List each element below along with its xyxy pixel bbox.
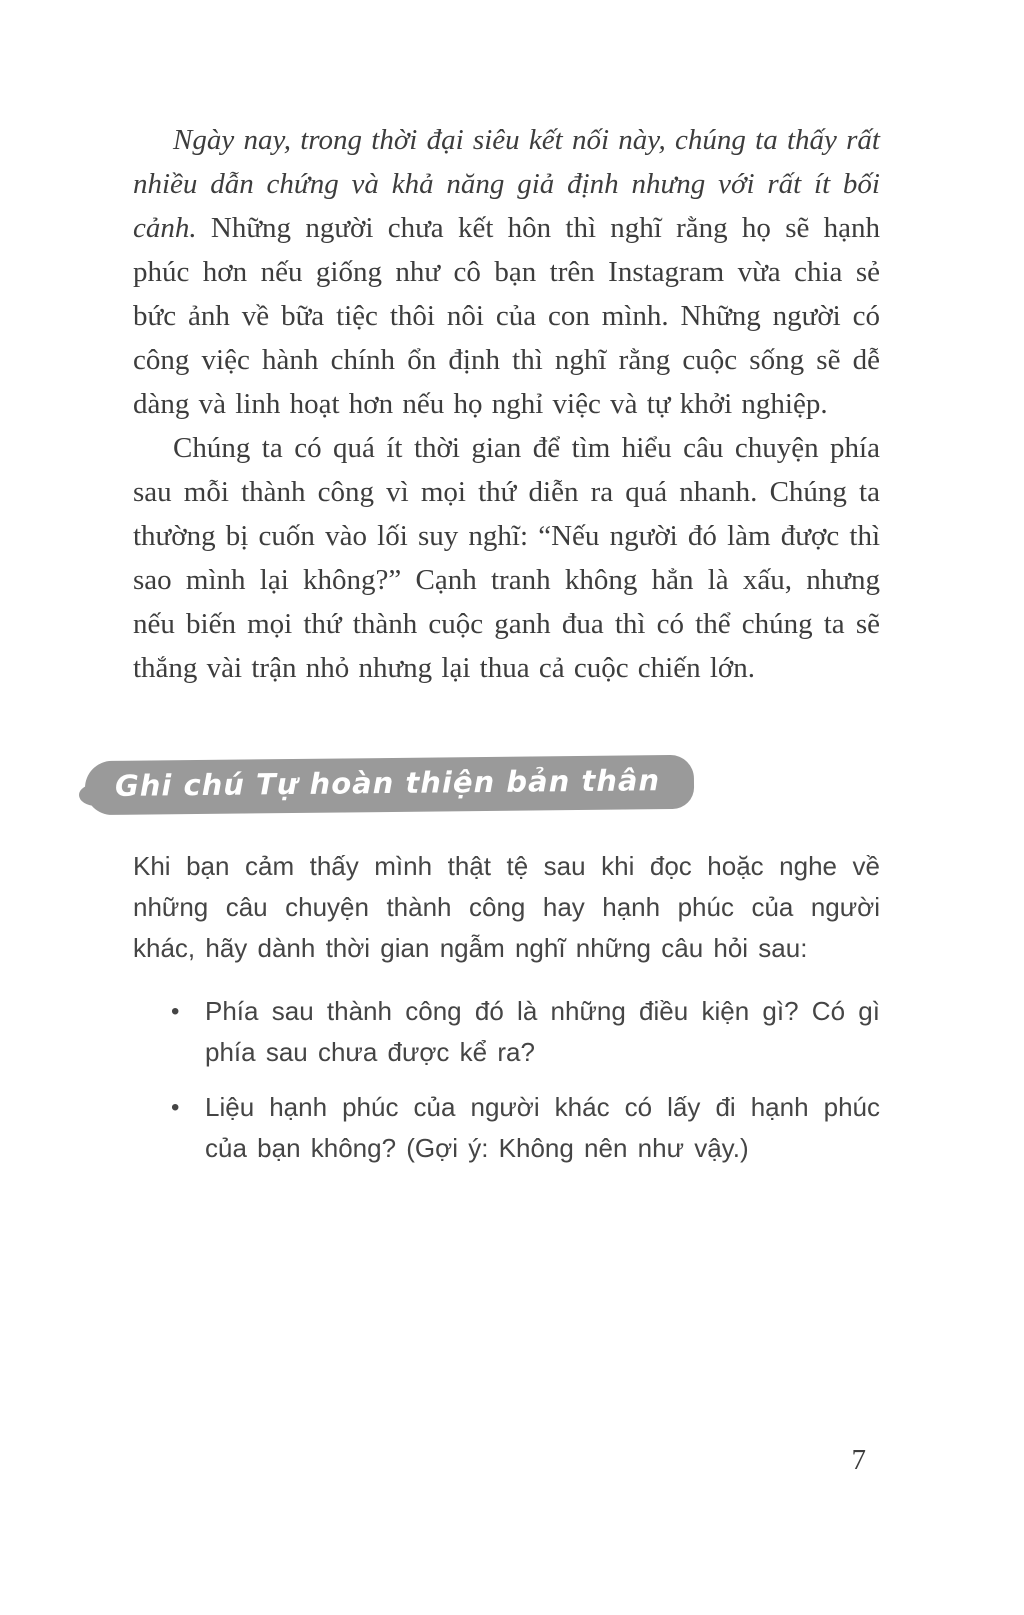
note-badge-wrap xyxy=(85,758,880,820)
list-item-text: Liệu hạnh phúc của người khác có lấy đi hạnh phúc của bạn không? (Gợi ý: Không nên như vậy.) xyxy=(205,1092,880,1163)
note-intro-paragraph: Khi bạn cảm thấy mình thật tệ sau khi đọc hoặc nghe về những câu chuyện thành công hay hạnh phúc của người khác, hãy dành thời gian ngẫm nghĩ những câu hỏi sau: xyxy=(133,851,880,963)
reflection-questions-list xyxy=(133,991,880,1169)
bullet-icon: • xyxy=(171,998,180,1025)
list-item xyxy=(133,1087,880,1169)
paragraph-hyperconnected-era xyxy=(133,118,880,426)
self-improvement-note-badge: Ghi chú Tự hoàn thiện bản thân xyxy=(85,755,695,815)
paragraph-competition: Chúng ta có quá ít thời gian để tìm hiểu câu chuyện phía sau mỗi thành công vì mọi thứ diễn ra quá nhanh. Chúng ta thường bị cuốn vào lối suy nghĩ: “Nếu người đó làm được thì sao mình lại không?” Cạnh tranh không hẳn là xấu, nhưng nếu biến mọi thứ thành cuộc ganh đua thì có thể chúng ta sẽ thắng vài trận nhỏ nhưng lại thua cả cuộc chiến lớn. xyxy=(133,432,880,684)
page-number: 7 xyxy=(851,1444,866,1476)
bullet-icon: • xyxy=(171,1094,180,1121)
paragraph-regular-continuation: Những người chưa kết hôn thì nghĩ rằng họ sẽ hạnh phúc hơn nếu giống như cô bạn trên Instagram vừa chia sẻ bức ảnh về bữa tiệc thôi nôi của con mình. Những người có công việc hành chính ổn định thì nghĩ rằng cuộc sống sẽ dễ dàng và linh hoạt hơn nếu họ nghỉ việc và tự khởi nghiệp. xyxy=(133,212,880,420)
list-item-text: Phía sau thành công đó là những điều kiện gì? Có gì phía sau chưa được kể ra? xyxy=(205,996,880,1067)
paragraph-italic-lead: Ngày nay, trong thời đại siêu kết nối này, chúng ta thấy rất nhiều dẫn chứng và khả năng giả định nhưng với rất ít bối cảnh. xyxy=(133,124,880,244)
list-item xyxy=(133,991,880,1073)
text-column xyxy=(114,118,880,1169)
